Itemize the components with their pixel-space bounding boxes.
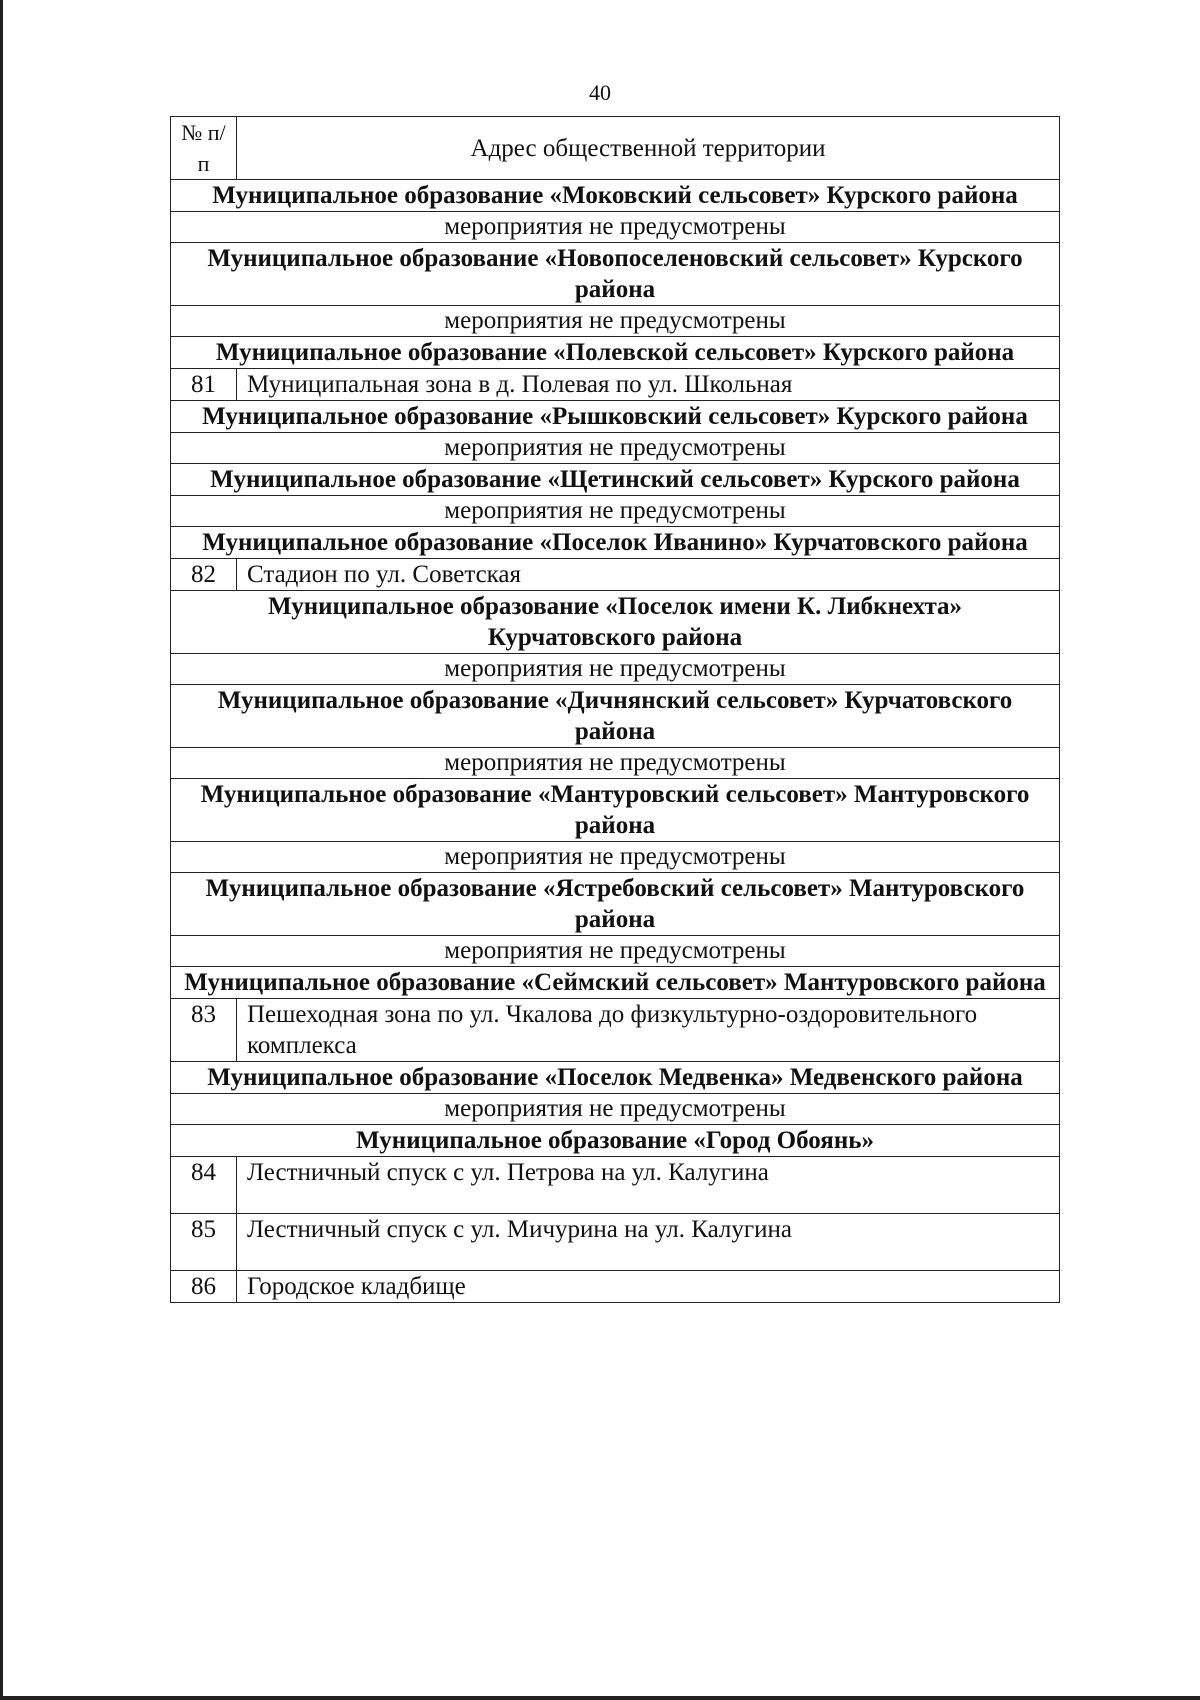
no-measures-text: мероприятия не предусмотрены	[171, 936, 1060, 967]
no-measures-text: мероприятия не предусмотрены	[171, 433, 1060, 464]
no-measures-row	[171, 1094, 1060, 1125]
no-measures-row	[171, 212, 1060, 243]
row-address: Городское кладбище	[237, 1271, 1060, 1303]
group-header-row	[171, 779, 1060, 842]
header-num: № п/п	[171, 117, 237, 180]
group-header-row	[171, 967, 1060, 999]
group-header-row	[171, 337, 1060, 369]
no-measures-text: мероприятия не предусмотрены	[171, 496, 1060, 527]
row-number: 82	[171, 559, 237, 591]
municipality-title: Муниципальное образование «Дичнянский сельсовет» Курчатовского района	[171, 685, 1060, 748]
municipality-title: Муниципальное образование «Сеймский сельсовет» Мантуровского района	[171, 967, 1060, 999]
table-row	[171, 1157, 1060, 1214]
row-address: Стадион по ул. Советская	[237, 559, 1060, 591]
table-body	[171, 117, 1060, 1303]
group-header-row	[171, 685, 1060, 748]
page-number: 40	[589, 80, 611, 105]
no-measures-row	[171, 306, 1060, 337]
group-header-row	[171, 527, 1060, 559]
no-measures-text: мероприятия не предусмотрены	[171, 212, 1060, 243]
municipality-title: Муниципальное образование «Полевской сельсовет» Курского района	[171, 337, 1060, 369]
row-number: 85	[171, 1214, 237, 1271]
group-header-row	[171, 1062, 1060, 1094]
no-measures-row	[171, 496, 1060, 527]
scan-edge-bottom	[0, 1696, 1200, 1700]
no-measures-text: мероприятия не предусмотрены	[171, 748, 1060, 779]
row-number: 86	[171, 1271, 237, 1303]
table-row	[171, 1214, 1060, 1271]
table-row	[171, 369, 1060, 401]
header-title: Адрес общественной территории	[237, 117, 1060, 180]
row-address: Лестничный спуск с ул. Петрова на ул. Калугина	[237, 1157, 1060, 1214]
row-address: Пешеходная зона по ул. Чкалова до физкультурно-оздоровительного комплекса	[237, 999, 1060, 1062]
municipality-title: Муниципальное образование «Ястребовский сельсовет» Мантуровского района	[171, 873, 1060, 936]
no-measures-row	[171, 936, 1060, 967]
municipality-title: Муниципальное образование «Рышковский сельсовет» Курского района	[171, 401, 1060, 433]
municipality-title: Муниципальное образование «Новопоселеновский сельсовет» Курского района	[171, 243, 1060, 306]
row-number: 83	[171, 999, 237, 1062]
row-number: 84	[171, 1157, 237, 1214]
row-address: Лестничный спуск с ул. Мичурина на ул. Калугина	[237, 1214, 1060, 1271]
no-measures-row	[171, 748, 1060, 779]
group-header-row	[171, 873, 1060, 936]
group-header-row	[171, 464, 1060, 496]
no-measures-row	[171, 842, 1060, 873]
no-measures-row	[171, 433, 1060, 464]
group-header-row	[171, 1125, 1060, 1157]
no-measures-text: мероприятия не предусмотрены	[171, 1094, 1060, 1125]
no-measures-text: мероприятия не предусмотрены	[171, 654, 1060, 685]
group-header-row	[171, 591, 1060, 654]
municipality-title: Муниципальное образование «Поселок имени К. Либкнехта» Курчатовского района	[171, 591, 1060, 654]
no-measures-text: мероприятия не предусмотрены	[171, 842, 1060, 873]
row-number: 81	[171, 369, 237, 401]
table-header-row	[171, 117, 1060, 180]
group-header-row	[171, 180, 1060, 212]
scan-edge-left	[0, 0, 3, 1700]
municipality-title: Муниципальное образование «Моковский сельсовет» Курского района	[171, 180, 1060, 212]
municipality-title: Муниципальное образование «Поселок Медвенка» Медвенского района	[171, 1062, 1060, 1094]
municipality-title: Муниципальное образование «Поселок Иванино» Курчатовского района	[171, 527, 1060, 559]
row-address: Муниципальная зона в д. Полевая по ул. Школьная	[237, 369, 1060, 401]
no-measures-row	[171, 654, 1060, 685]
table-row	[171, 559, 1060, 591]
table-row	[171, 1271, 1060, 1303]
municipality-title: Муниципальное образование «Мантуровский сельсовет» Мантуровского района	[171, 779, 1060, 842]
group-header-row	[171, 243, 1060, 306]
municipality-title: Муниципальное образование «Город Обоянь»	[171, 1125, 1060, 1157]
municipality-title: Муниципальное образование «Щетинский сельсовет» Курского района	[171, 464, 1060, 496]
table-row	[171, 999, 1060, 1062]
territories-table	[170, 116, 1060, 1303]
no-measures-text: мероприятия не предусмотрены	[171, 306, 1060, 337]
group-header-row	[171, 401, 1060, 433]
